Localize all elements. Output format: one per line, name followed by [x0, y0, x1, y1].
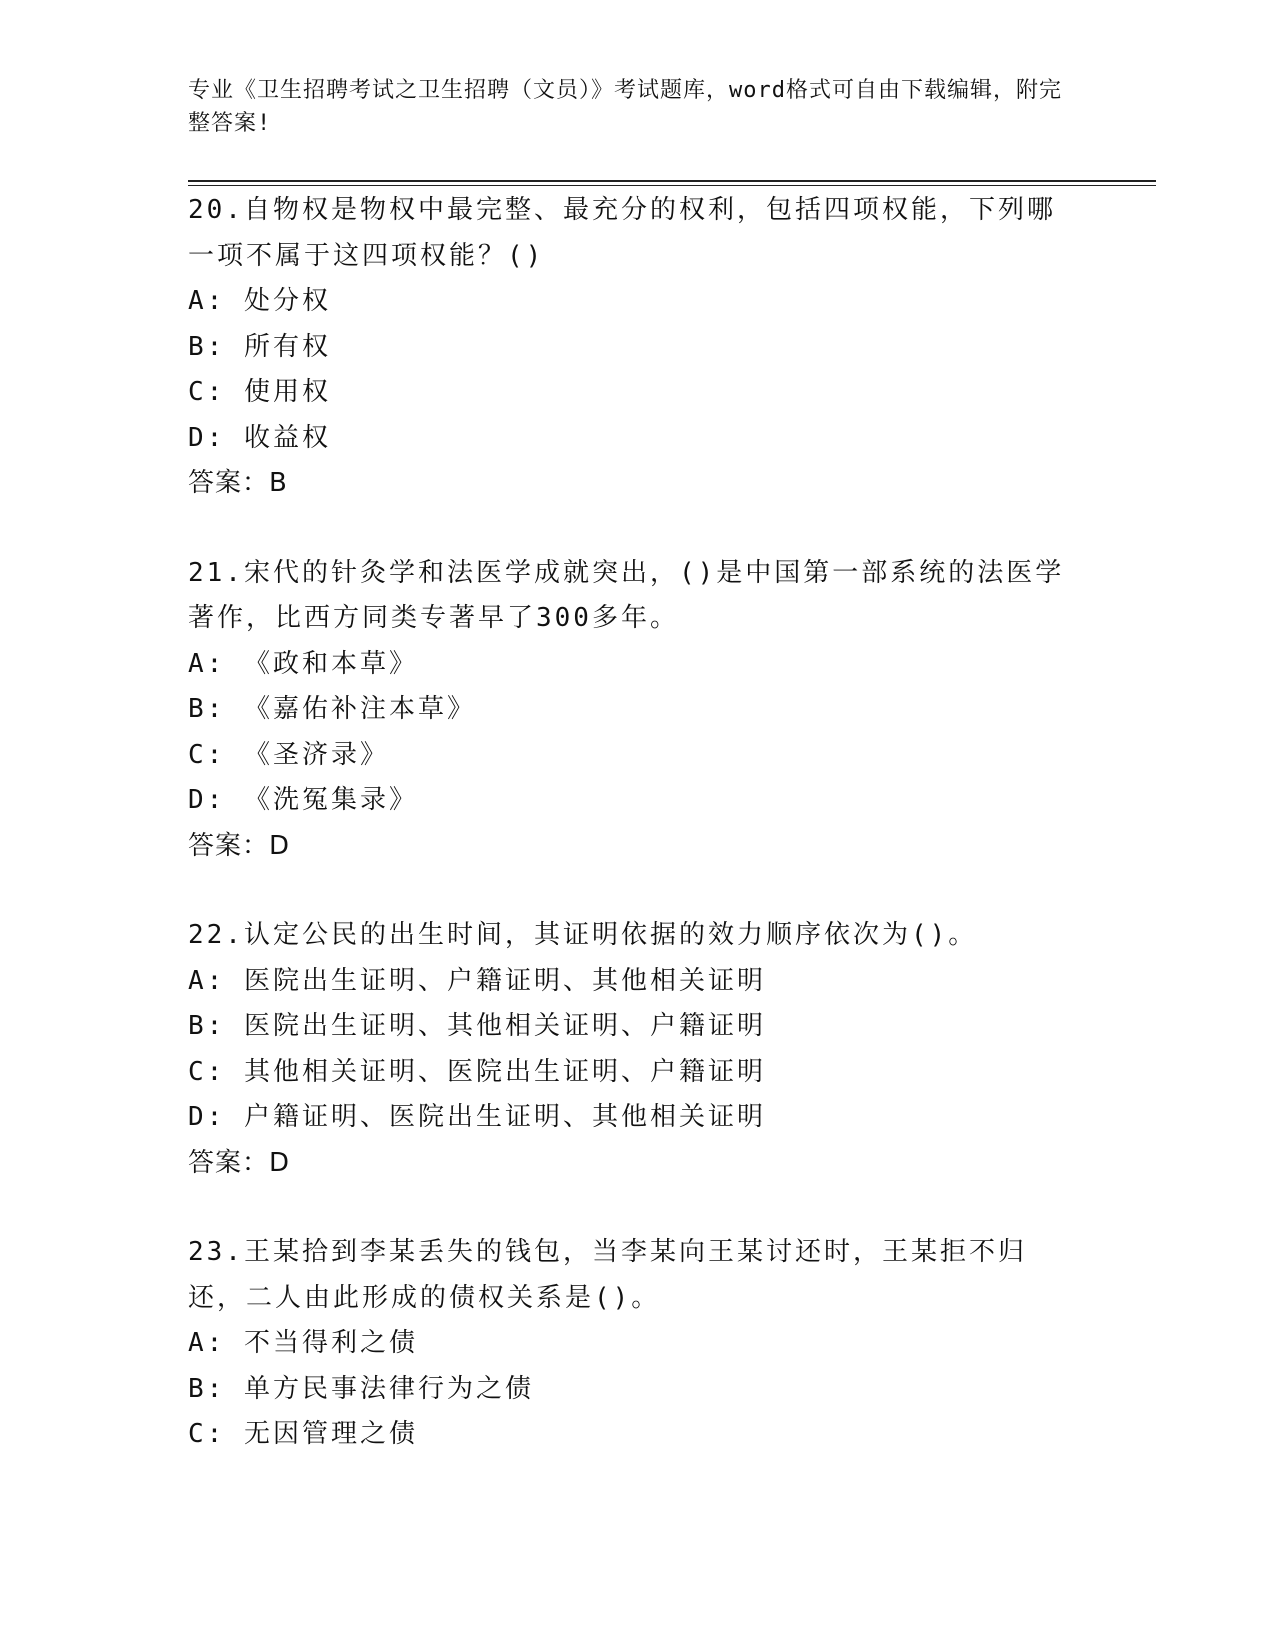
option-b: B: 单方民事法律行为之债: [188, 1373, 534, 1404]
option-d: D: 户籍证明、医院出生证明、其他相关证明: [188, 1102, 766, 1132]
question-21: [188, 551, 1088, 870]
question-stem: 22.认定公民的出生时间，其证明依据的效力顺序依次为()。: [188, 920, 978, 950]
answer-line: 答案：B: [188, 468, 288, 498]
option-b: B: 医院出生证明、其他相关证明、户籍证明: [188, 1011, 766, 1041]
option-a: A: 《政和本草》: [188, 648, 418, 679]
question-stem: 20.自物权是物权中最完整、最充分的权利，包括四项权能，下列哪一项不属于这四项权能？(): [188, 195, 1056, 271]
header-divider-thick: [188, 180, 1156, 182]
answer-line: 答案：D: [188, 1147, 291, 1178]
answer-line: 答案：D: [188, 830, 291, 861]
option-c: C: 无因管理之债: [188, 1419, 418, 1449]
option-d: D: 收益权: [188, 422, 331, 453]
option-d: D: 《洗冤集录》: [188, 785, 418, 815]
question-stem: 21.宋代的针灸学和法医学成就突出，()是中国第一部系统的法医学著作，比西方同类专著早了300多年。: [188, 557, 1065, 633]
option-b: B: 《嘉佑补注本草》: [188, 694, 476, 724]
option-a: A: 处分权: [188, 286, 331, 316]
header-divider-thin: [188, 185, 1156, 186]
option-a: A: 不当得利之债: [188, 1328, 418, 1358]
option-b: B: 所有权: [188, 331, 331, 362]
option-c: C: 使用权: [188, 377, 331, 407]
question-22: [188, 913, 1088, 1186]
question-23: [188, 1230, 1088, 1458]
option-c: C: 《圣济录》: [188, 739, 389, 770]
question-stem: 23.王某拾到李某丢失的钱包，当李某向王某讨还时，王某拒不归还，二人由此形成的债权关系是()。: [188, 1237, 1027, 1313]
document-header: 专业《卫生招聘考试之卫生招聘（文员）》考试题库，word格式可自由下载编辑，附完整答案!: [188, 78, 1062, 136]
option-a: A: 医院出生证明、户籍证明、其他相关证明: [188, 965, 766, 996]
option-c: C: 其他相关证明、医院出生证明、户籍证明: [188, 1056, 766, 1087]
question-20: [188, 188, 1088, 507]
question-list: [188, 188, 1088, 1458]
